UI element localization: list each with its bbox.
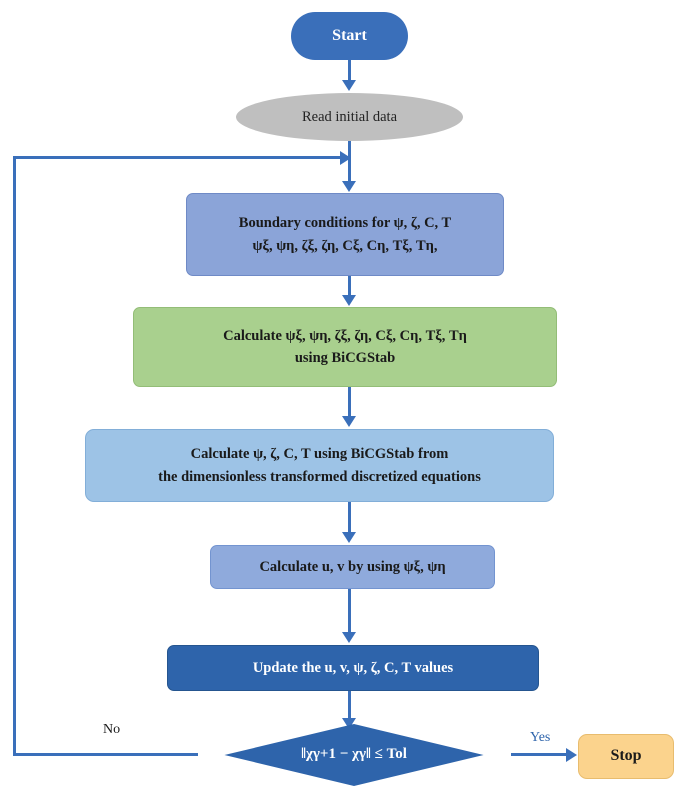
node-derivatives-line1: Calculate ψξ, ψη, ζξ, ζη, Cξ, Cη, Tξ, Tη (223, 327, 467, 344)
connector-main-to-velocity (348, 502, 351, 533)
node-calculate-main-equations[interactable] (85, 429, 554, 502)
node-boundary-line2: ψξ, ψη, ζξ, ζη, Cξ, Cη, Tξ, Tη, (252, 237, 438, 254)
node-boundary-line1: Boundary conditions for ψ, ζ, C, T (238, 215, 452, 232)
connector-start-to-read (348, 60, 351, 82)
node-convergence-decision[interactable] (196, 724, 512, 786)
node-calculate-derivatives[interactable] (133, 307, 557, 387)
arrow-read-to-boundary (342, 181, 356, 192)
node-start-label: Start (332, 26, 367, 44)
connector-feedback-top (13, 156, 351, 159)
connector-update-to-decision (348, 691, 351, 721)
node-stop[interactable] (578, 734, 674, 779)
arrow-start-to-read (342, 80, 356, 91)
arrow-decision-to-stop (566, 748, 577, 762)
node-velocity-label: Calculate u, v by using ψξ, ψη (259, 558, 446, 575)
node-derivatives-line2: using BiCGStab (294, 350, 396, 366)
node-read-initial-data-label: Read initial data (301, 108, 398, 125)
connector-derivatives-to-main (348, 387, 351, 417)
arrow-main-to-velocity (342, 532, 356, 543)
arrow-feedback-into-main (340, 151, 351, 165)
node-stop-label: Stop (610, 747, 642, 765)
node-main-equations-line2: the dimensionless transformed discretized equations (158, 468, 481, 485)
edge-label-yes: Yes (530, 730, 551, 745)
node-main-equations-line1: Calculate ψ, ζ, C, T using BiCGStab from (190, 446, 449, 463)
connector-decision-to-stop (511, 753, 568, 756)
node-boundary-conditions[interactable] (186, 193, 504, 276)
node-decision-label: ‖χγ+1 − χγ‖ ≤ Tol (301, 746, 407, 763)
connector-velocity-to-update (348, 589, 351, 633)
node-read-initial-data[interactable] (236, 93, 463, 141)
arrow-boundary-to-derivatives (342, 295, 356, 306)
connector-boundary-to-derivatives (348, 276, 351, 296)
arrow-velocity-to-update (342, 632, 356, 643)
node-calculate-velocity[interactable] (210, 545, 495, 589)
connector-feedback-left (13, 156, 16, 756)
node-update-values[interactable] (167, 645, 539, 691)
connector-feedback-bottom (13, 753, 198, 756)
arrow-derivatives-to-main (342, 416, 356, 427)
edge-label-no: No (103, 722, 121, 737)
node-update-label: Update the u, v, ψ, ζ, C, T values (252, 659, 454, 676)
node-start[interactable] (291, 12, 408, 60)
